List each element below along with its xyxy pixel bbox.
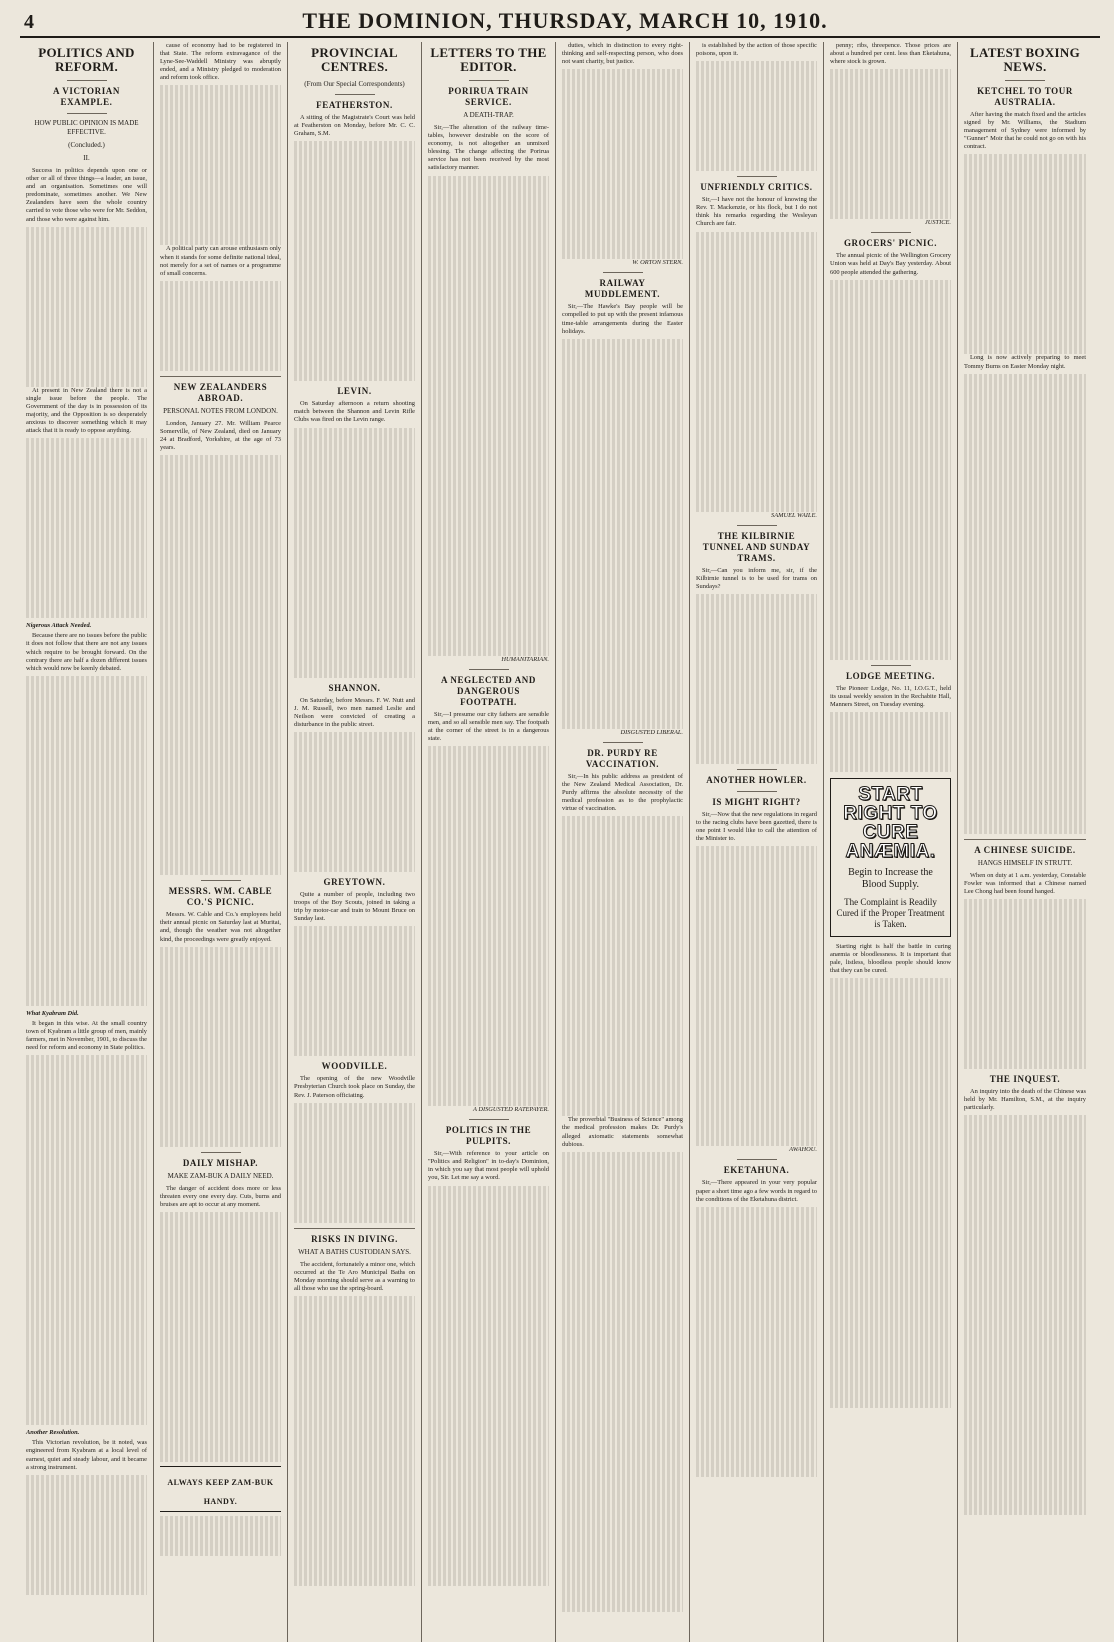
letter-signature: JUSTICE.	[924, 219, 951, 227]
text-lines	[160, 947, 281, 1147]
article-paragraph: Because there are no issues before the public it does not follow that there are not any issues which require to be brought forward. On the contrary there are half a dozen different issues which would now be keenly debated.	[26, 632, 147, 672]
divider	[469, 80, 509, 81]
ad-paragraph: Starting right is half the battle in curing anæmia or bloodlessness. It is important that pale, listless, bloodless people should know that they can be cured.	[830, 942, 951, 975]
divider	[871, 232, 911, 233]
article-paragraph: The accident, fortunately a minor one, which occurred at the Te Aro Municipal Baths on Monday morning should serve as a warning to all those who use the spring-board.	[294, 1260, 415, 1292]
article-paragraph: cause of economy had to be registered in that State. The reform extravagance of the Lyne-See-Waddell Ministry was abruptly ended, and a Ministry pledged to moderation and reform took office.	[160, 42, 281, 82]
letter-paragraph: duties, which in distinction to every right-thinking and self-respecting person, who does not want charity, but justice.	[562, 42, 683, 66]
letter-paragraph: is established by the action of those specific poisons, upon it.	[696, 42, 817, 58]
column-1	[20, 42, 154, 1642]
column-8	[958, 42, 1092, 1642]
headline-greytown: GREYTOWN.	[323, 876, 386, 887]
ad-subheading-2: The Complaint is Readily Cured if the Proper Treatment is Taken.	[836, 896, 945, 929]
headline-daily-mishap: DAILY MISHAP.	[182, 1157, 259, 1168]
zam-buk-advertisement	[160, 1466, 281, 1512]
divider	[871, 665, 911, 666]
divider	[469, 669, 509, 670]
deck-public-opinion: HOW PUBLIC OPINION IS MADE EFFECTIVE.	[34, 119, 139, 136]
text-lines	[562, 816, 683, 1116]
article-paragraph: The annual picnic of the Wellington Grocery Union was held at Day's Bay yesterday. About 600 people attended the gathering.	[830, 252, 951, 276]
divider	[469, 1119, 509, 1120]
divider	[67, 113, 107, 114]
text-lines	[964, 1115, 1086, 1515]
headline-grocers: GROCERS' PICNIC.	[843, 238, 938, 249]
text-lines	[294, 141, 415, 381]
section-subhead: What Kyabram Did.	[26, 1009, 79, 1017]
text-lines	[830, 69, 951, 219]
article-paragraph: Messrs. W. Cable and Co.'s employees held their annual picnic on Saturday last at Muritai, and, though the weather was not altogether kind, the proceedings were greatly enjoyed.	[160, 911, 281, 943]
letter-paragraph: Sir,—The alteration of the railway time-tables, however desirable on the score of economy, is not altogether an unmixed blessing. The change affecting the Porirua service has not been received by the most satisfactory manner.	[428, 124, 549, 172]
column-6	[690, 42, 824, 1642]
headline-cable-picnic: MESSRS. WM. CABLE CO.'S PICNIC.	[168, 886, 273, 908]
column-4	[422, 42, 556, 1642]
letter-signature: SAMUEL WAILE.	[771, 511, 817, 519]
divider	[737, 769, 777, 770]
text-lines	[696, 594, 817, 764]
divider	[1005, 80, 1045, 81]
text-lines	[26, 1055, 147, 1425]
letter-signature: W. ORTON STERN.	[632, 259, 683, 267]
divider	[160, 376, 281, 377]
text-lines	[160, 281, 281, 371]
article-paragraph: Long is now actively preparing to meet Tommy Burns on Easter Monday night.	[964, 354, 1086, 370]
article-paragraph: At present in New Zealand there is not a single issue before the people. The Government of the day is in possession of its majority, and the Opposition is so desperately anxious to discover something which it may attack that it is ready to oppose anything.	[26, 386, 147, 435]
divider	[737, 1159, 777, 1160]
text-lines	[696, 846, 817, 1146]
headline-vaccination: DR. PURDY RE VACCINATION.	[585, 747, 660, 769]
text-lines	[160, 1516, 281, 1556]
masthead	[20, 8, 1100, 38]
article-paragraph: London, January 27. Mr. William Pearce Somerville, of New Zealand, died on January 24 at Bradford, Yorkshire, at the age of 73 years.	[160, 419, 281, 452]
article-paragraph: This Victorian revolution, be it noted, was engineered from Kyabram at a local level of earnest, quiet and steady labour, and it became a strong instrument.	[26, 1439, 147, 1471]
divider	[335, 94, 375, 95]
letter-paragraph: Sir,—Can you inform me, sir, if the Kilbirnie tunnel is to be used for trams on Sundays?	[696, 566, 817, 590]
text-lines	[562, 1152, 683, 1612]
article-paragraph: The Pioneer Lodge, No. 11, I.O.G.T., held its usual weekly session in the Rechabite Hall, Manners Street, on Tuesday evening.	[830, 684, 951, 708]
headline-might-right: IS MIGHT RIGHT?	[712, 796, 801, 807]
section-numeral: II.	[83, 154, 90, 162]
article-paragraph: After having the match fixed and the articles signed by Mr. Williams, the Stadium management of Sydney were informed by "Gunner" Moir that he could not go on with his contract.	[964, 111, 1086, 151]
letter-paragraph: penny; ribs, threepence. Those prices are about a hundred per cent. less than Eketahuna, where stock is grown.	[830, 42, 951, 66]
text-lines	[294, 428, 415, 678]
text-lines	[294, 1103, 415, 1223]
text-lines	[26, 676, 147, 1006]
headline-provincial: PROVINCIAL CENTRES.	[311, 45, 398, 74]
headline-ketchel: KETCHEL TO TOUR AUSTRALIA.	[977, 86, 1073, 107]
article-paragraph: An inquiry into the death of the Chinese was held by Mr. Hamilton, S.M., at the inquiry particularly.	[964, 1087, 1086, 1112]
headline-levin: LEVIN.	[337, 386, 372, 397]
divider	[603, 272, 643, 273]
headline-critics: UNFRIENDLY CRITICS.	[700, 182, 813, 193]
letter-paragraph: Sir,—In his public address as president of the New Zealand Medical Association, Dr. Purdy affirms the absolute necessity of the medical profession as to the prophylactic virtue of vaccination.	[562, 772, 683, 813]
headline-nz-abroad: NEW ZEALANDERS ABROAD.	[173, 381, 268, 403]
letter-paragraph: Sir,—I presume our city fathers are sensible men, and so all sensible men say. The footpath at the corner of the street is in a dangerous state.	[428, 710, 549, 742]
deck-personal-notes: PERSONAL NOTES FROM LONDON.	[163, 406, 278, 415]
divider	[737, 176, 777, 177]
text-lines	[830, 978, 951, 1408]
headline-lodge: LODGE MEETING.	[846, 670, 935, 681]
letter-signature: AWAHOU.	[789, 1146, 817, 1154]
text-lines	[562, 339, 683, 729]
divider	[201, 1152, 241, 1153]
article-paragraph: On Saturday afternoon a return shooting match between the Shannon and Levin Rifle Clubs was fired on the Levin range.	[294, 400, 415, 424]
headline-pulpits: POLITICS IN THE PULPITS.	[445, 1125, 532, 1147]
text-lines	[160, 85, 281, 245]
divider	[294, 1228, 415, 1229]
text-lines	[964, 154, 1086, 354]
text-lines	[696, 61, 817, 171]
headline-shannon: SHANNON.	[328, 682, 381, 693]
letter-paragraph: Sir,—I have not the honour of knowing the Rev. T. Mackenzie, or his flock, but I do not think his remarks regarding the Wesleyan Church are fair.	[696, 196, 817, 228]
page-number: 4	[24, 11, 34, 33]
article-paragraph: A political party can arouse enthusiasm only when it stands for some definite national ideal, not merely for a set of names or a programme of small concerns.	[160, 245, 281, 277]
divider	[201, 880, 241, 881]
article-paragraph: A sitting of the Magistrate's Court was held at Featherston on Monday, before Mr. C. C. Graham, S.M.	[294, 114, 415, 138]
deck-zam-buk: MAKE ZAM-BUK A DAILY NEED.	[167, 1171, 274, 1180]
article-paragraph: The danger of accident does more or less threaten every one every day. Cuts, burns and bruises are apt to occur at any moment.	[160, 1184, 281, 1208]
article-paragraph: The opening of the new Woodville Presbyterian Church took place on Sunday, the Rev. J. Paterson officiating.	[294, 1075, 415, 1099]
ad-headline: START RIGHT TO CURE ANÆMIA.	[843, 783, 938, 862]
headline-politics: POLITICS AND REFORM.	[38, 45, 135, 74]
column-7	[824, 42, 958, 1642]
letter-paragraph: Sir,—With reference to your article on "Politics and Religion" in to-day's Dominion, in which you say that most people will uphold you, Sir. Let me say a word.	[428, 1150, 549, 1182]
deck-hangs-himself: HANGS HIMSELF IN STRUTT.	[977, 858, 1073, 867]
text-lines	[26, 1475, 147, 1595]
text-lines	[428, 176, 549, 656]
column-5	[556, 42, 690, 1642]
headline-kilbirnie: THE KILBIRNIE TUNNEL AND SUNDAY TRAMS.	[702, 530, 811, 563]
text-lines	[964, 899, 1086, 1069]
letter-paragraph: Sir,—There appeared in your very popular paper a short time ago a few words in regard to the conditions of the Eketahuna district.	[696, 1179, 817, 1203]
text-lines	[26, 438, 147, 618]
divider	[964, 839, 1086, 840]
ad-subheading: Begin to Increase the Blood Supply.	[848, 866, 933, 890]
text-lines	[428, 746, 549, 1106]
headline-inquest: THE INQUEST.	[989, 1073, 1061, 1084]
article-paragraph: Quite a number of people, including two troops of the Boy Scouts, joined in taking a trip by motor-car and train to Mount Bruce on Sunday last.	[294, 890, 415, 923]
letter-signature: A DISGUSTED RATEPAYER.	[472, 1106, 549, 1114]
headline-featherston: FEATHERSTON.	[316, 100, 393, 110]
letter-paragraph: Sir,—The Hawke's Bay people will be compelled to put up with the present infamous time-table arrangements during the Easter holidays.	[562, 303, 683, 335]
headline-boxing: LATEST BOXING NEWS.	[970, 45, 1080, 74]
text-lines	[696, 232, 817, 512]
article-paragraph: When on duty at 1 a.m. yesterday, Constable Fowler was informed that a Chinese named Lee Chong had been found hanged.	[964, 871, 1086, 895]
paper-title: THE DOMINION, THURSDAY, MARCH 10, 1910.	[302, 8, 828, 33]
deck-baths-custodian: WHAT A BATHS CUSTODIAN SAYS.	[298, 1247, 411, 1256]
text-lines	[696, 1207, 817, 1477]
text-lines	[562, 69, 683, 259]
headline-letters: LETTERS TO THE EDITOR.	[430, 45, 547, 74]
letter-paragraph: The proverbial "Business of Science" among the medical profession makes Dr. Purdy's alleged axiomatic statements somewhat dubious.	[562, 1116, 683, 1148]
deck-correspondents: (From Our Special Correspondents)	[304, 80, 405, 88]
divider	[737, 791, 777, 792]
letter-signature: DISGUSTED LIBERAL.	[620, 728, 683, 736]
divider	[67, 80, 107, 81]
article-paragraph: It began in this wise. At the small country town of Kyabram a little group of men, mainly farmers, met in November, 1901, to discuss the need for reform and economy in State politics.	[26, 1019, 147, 1052]
text-lines	[428, 1186, 549, 1586]
text-lines	[26, 227, 147, 387]
section-subhead: Another Resolution.	[26, 1429, 80, 1437]
text-lines	[160, 1212, 281, 1462]
subheadline-victorian: A VICTORIAN EXAMPLE.	[52, 86, 121, 107]
columns	[20, 42, 1100, 1642]
deck-concluded: (Concluded.)	[68, 141, 105, 149]
headline-diving: RISKS IN DIVING.	[311, 1233, 398, 1244]
anaemia-advertisement	[830, 778, 951, 937]
text-lines	[294, 926, 415, 1056]
section-subhead: Nigerous Attack Needed.	[26, 622, 92, 630]
headline-woodville: WOODVILLE.	[321, 1061, 388, 1072]
headline-porirua: PORIRUA TRAIN SERVICE.	[448, 86, 529, 107]
column-2	[154, 42, 288, 1642]
headline-howler: ANOTHER HOWLER.	[706, 774, 807, 785]
headline-chinese-suicide: A CHINESE SUICIDE.	[974, 844, 1076, 855]
headline-footpath: A NEGLECTED AND DANGEROUS FOOTPATH.	[440, 674, 537, 707]
article-paragraph: Success in politics depends upon one or other or all of three things—a leader, an issue, and an organisation. Sometimes one will predominate, sometimes another. We New Zealanders have seen the whole country carried to vote those who were for Mr. Seddon, and those who were against him.	[26, 167, 147, 223]
text-lines	[160, 455, 281, 875]
text-lines	[294, 732, 415, 872]
column-3	[288, 42, 422, 1642]
zam-buk-ad-text: ALWAYS KEEP ZAM-BUK HANDY.	[167, 1477, 274, 1506]
deck-death-trap: A DEATH-TRAP.	[463, 111, 514, 119]
article-paragraph: On Saturday, before Messrs. F. W. Nutt and J. M. Russell, two men named Leslie and Neilson were convicted of creating a disturbance in the public street.	[294, 696, 415, 728]
text-lines	[964, 374, 1086, 834]
text-lines	[830, 280, 951, 660]
headline-railway: RAILWAY MUDDLEMENT.	[584, 278, 661, 300]
text-lines	[294, 1296, 415, 1586]
divider	[603, 742, 643, 743]
text-lines	[830, 712, 951, 772]
divider	[737, 525, 777, 526]
letter-paragraph: Sir,—Now that the new regulations in regard to the racing clubs have been gazetted, there is one point I would like to call the attention of the Minister to.	[696, 810, 817, 843]
letter-signature: HUMANITARIAN.	[501, 655, 549, 663]
headline-eketahuna: EKETAHUNA.	[723, 1165, 790, 1176]
